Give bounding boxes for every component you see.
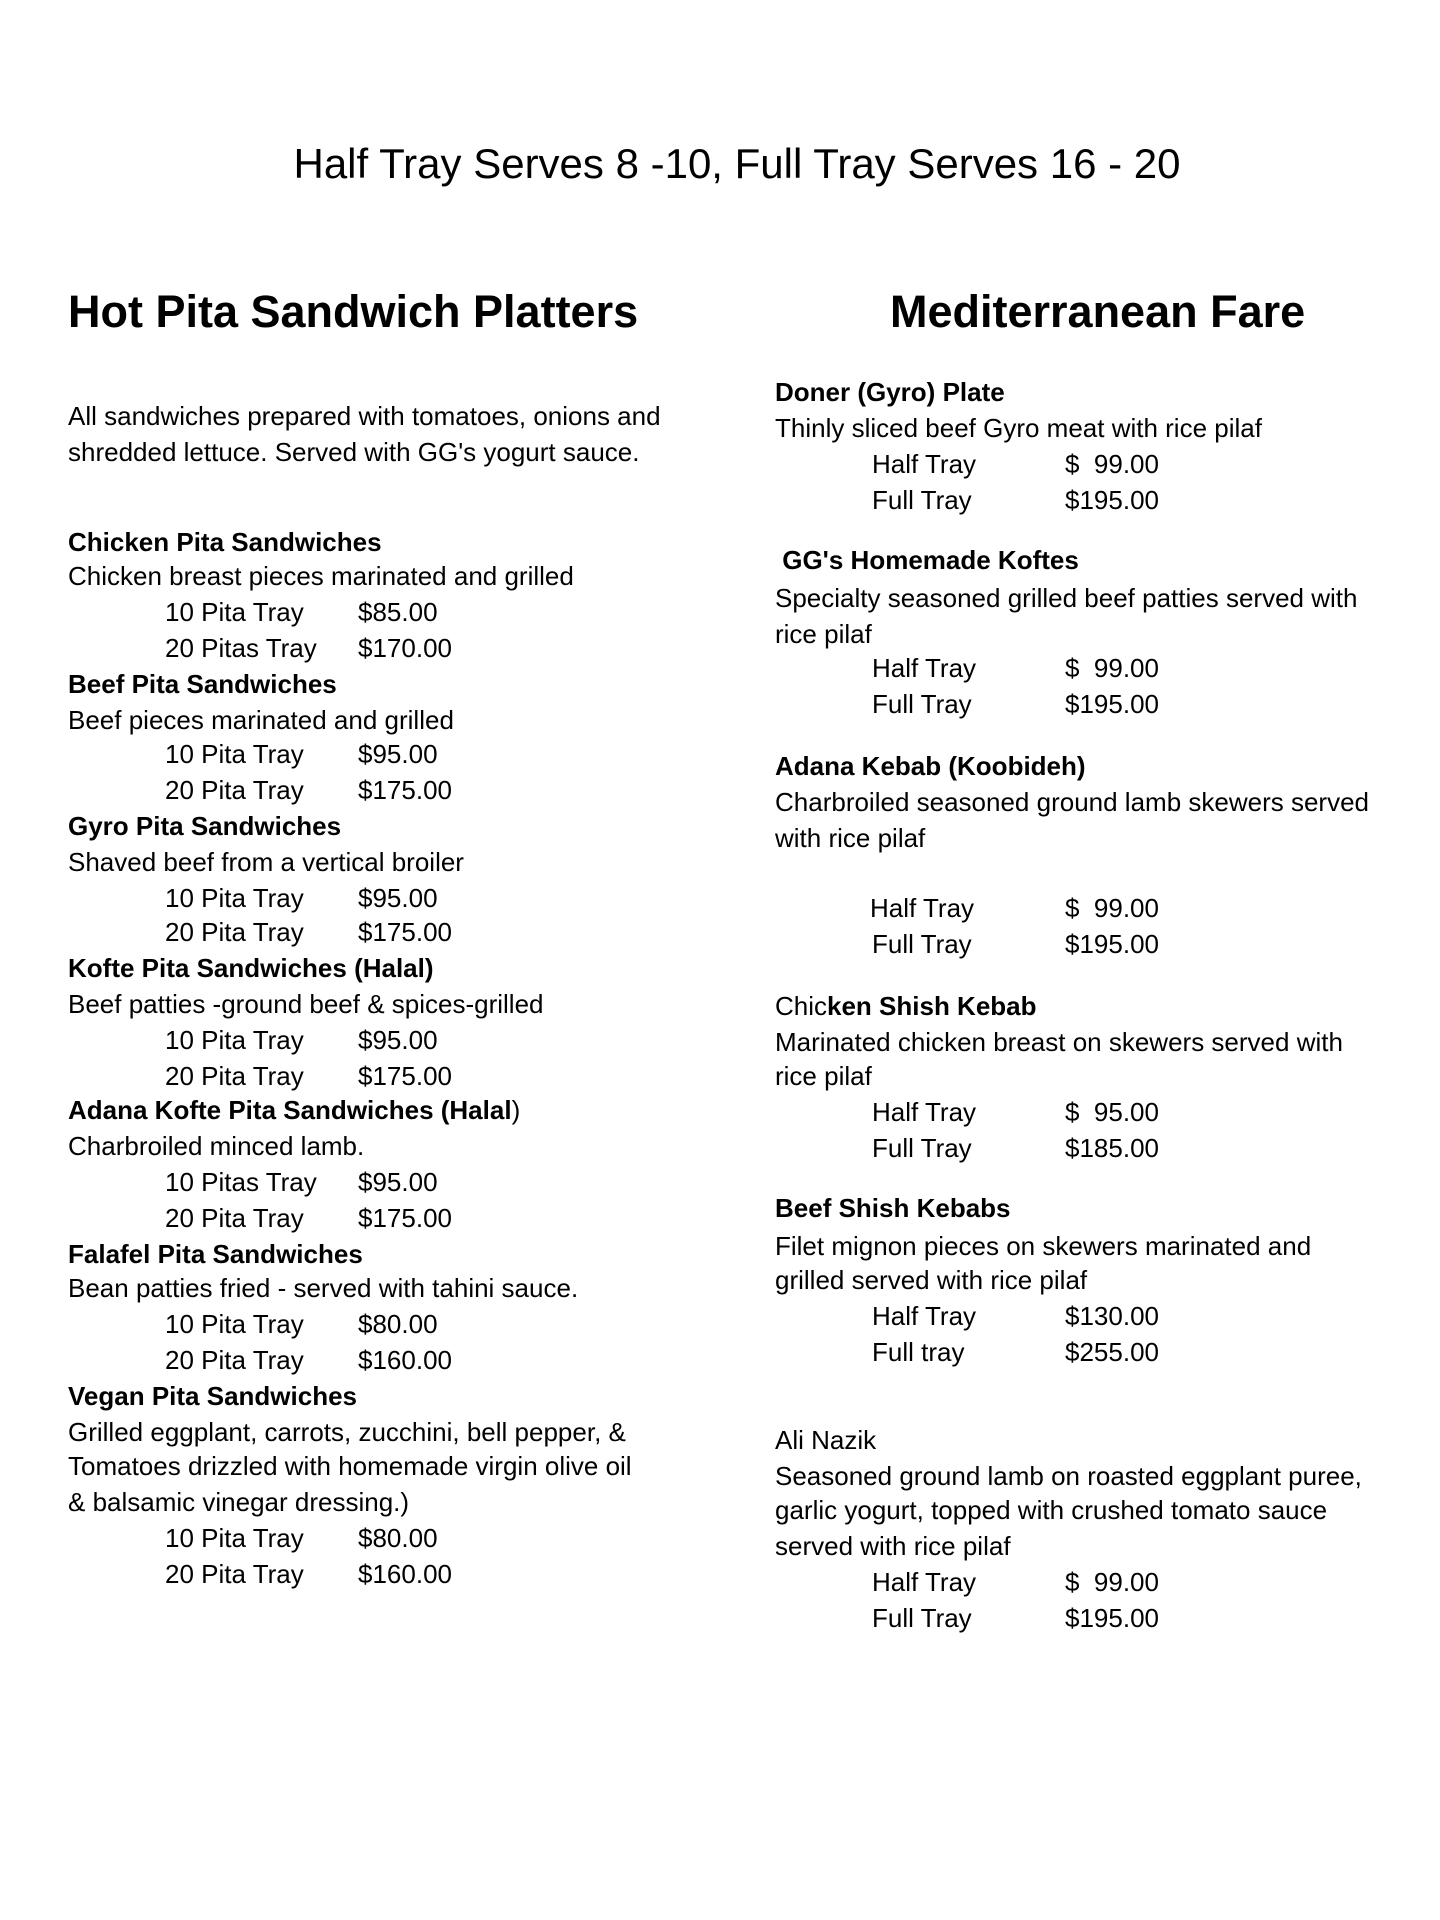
price-value: $195.00	[1065, 485, 1159, 515]
item-name-plain: Chic	[775, 991, 828, 1021]
item-description: Beef pieces marinated and grilled	[68, 705, 454, 735]
item-name: Adana Kebab (Koobideh)	[775, 751, 1086, 781]
price-value: $170.00	[358, 633, 452, 663]
item-name: Doner (Gyro) Plate	[775, 377, 1005, 407]
item-name: Gyro Pita Sandwiches	[68, 811, 342, 841]
item-description: Bean patties fried - served with tahini sauce.	[68, 1273, 579, 1303]
item-name: Vegan Pita Sandwiches	[68, 1381, 357, 1411]
price-label: 20 Pitas Tray	[165, 633, 317, 663]
item-description: rice pilaf	[775, 1061, 872, 1091]
price-value: $ 95.00	[1065, 1097, 1159, 1127]
item-description: with rice pilaf	[775, 823, 926, 853]
item-name: Kofte Pita Sandwiches (Halal)	[68, 953, 434, 983]
item-description: Chicken breast pieces marinated and grilled	[68, 561, 574, 591]
price-value: $195.00	[1065, 689, 1159, 719]
price-label: 20 Pita Tray	[165, 1345, 304, 1375]
item-name-bold: Adana Kofte Pita Sandwiches (Halal	[68, 1095, 512, 1125]
item-description: Specialty seasoned grilled beef patties served with	[775, 583, 1358, 613]
item-name: Beef Shish Kebabs	[775, 1193, 1011, 1223]
price-value: $175.00	[358, 1203, 452, 1233]
price-label: 20 Pita Tray	[165, 1061, 304, 1091]
price-value: $ 99.00	[1065, 893, 1159, 923]
price-label: Half Tray	[872, 653, 977, 683]
price-label: Half Tray	[872, 1301, 977, 1331]
item-description: Marinated chicken breast on skewers served with	[775, 1027, 1343, 1057]
price-label: Full Tray	[872, 1133, 972, 1163]
item-name	[68, 1092, 520, 1128]
price-label: Full Tray	[872, 1603, 972, 1633]
price-value: $80.00	[358, 1309, 438, 1339]
price-value: $ 99.00	[1065, 653, 1159, 683]
price-value: $175.00	[358, 1061, 452, 1091]
item-name: Ali Nazik	[775, 1425, 877, 1455]
price-label: 10 Pita Tray	[165, 739, 304, 769]
price-label: 10 Pita Tray	[165, 1523, 304, 1553]
price-value: $175.00	[358, 917, 452, 947]
price-value: $80.00	[358, 1523, 438, 1553]
item-description: Filet mignon pieces on skewers marinated and	[775, 1231, 1312, 1261]
item-description: Tomatoes drizzled with homemade virgin olive oil	[68, 1451, 632, 1481]
item-description: rice pilaf	[775, 619, 872, 649]
price-label: 10 Pitas Tray	[165, 1167, 317, 1197]
item-description: Grilled eggplant, carrots, zucchini, bell pepper, &	[68, 1417, 626, 1447]
right-column-heading: Mediterranean Fare	[890, 286, 1306, 337]
item-description: Shaved beef from a vertical broiler	[68, 847, 464, 877]
price-value: $175.00	[358, 775, 452, 805]
price-label: Half Tray	[872, 449, 977, 479]
item-name: Chicken Pita Sandwiches	[68, 527, 382, 557]
item-description: Seasoned ground lamb on roasted eggplant puree,	[775, 1461, 1362, 1491]
price-value: $ 99.00	[1065, 1567, 1159, 1597]
item-description: Thinly sliced beef Gyro meat with rice pilaf	[775, 413, 1262, 443]
price-label: 20 Pita Tray	[165, 1203, 304, 1233]
price-value: $195.00	[1065, 929, 1159, 959]
price-value: $95.00	[358, 1025, 438, 1055]
price-value: $95.00	[358, 883, 438, 913]
price-label: Half Tray	[872, 1567, 977, 1597]
price-value: $95.00	[358, 1167, 438, 1197]
price-label: Half Tray	[870, 893, 975, 923]
price-value: $195.00	[1065, 1603, 1159, 1633]
price-label: 10 Pita Tray	[165, 883, 304, 913]
price-value: $ 99.00	[1065, 449, 1159, 479]
item-name: GG's Homemade Koftes	[775, 545, 1079, 575]
price-label: Full Tray	[872, 689, 972, 719]
item-name: Falafel Pita Sandwiches	[68, 1239, 363, 1269]
price-label: 20 Pita Tray	[165, 917, 304, 947]
price-label: Half Tray	[872, 1097, 977, 1127]
price-value: $160.00	[358, 1559, 452, 1589]
price-label: 20 Pita Tray	[165, 775, 304, 805]
price-label: 20 Pita Tray	[165, 1559, 304, 1589]
item-description: Charbroiled seasoned ground lamb skewers served	[775, 787, 1369, 817]
item-description: & balsamic vinegar dressing.)	[68, 1487, 410, 1517]
price-label: 10 Pita Tray	[165, 1025, 304, 1055]
price-value: $185.00	[1065, 1133, 1159, 1163]
price-label: Full tray	[872, 1337, 965, 1367]
price-label: 10 Pita Tray	[165, 597, 304, 627]
item-description: served with rice pilaf	[775, 1531, 1011, 1561]
price-value: $85.00	[358, 597, 438, 627]
sandwich-intro-text: All sandwiches prepared with tomatoes, onions and shredded lettuce. Served with GG's yogurt sauce.	[68, 401, 661, 467]
item-name-bold: ken Shish Kebab	[827, 991, 1037, 1021]
item-description: grilled served with rice pilaf	[775, 1265, 1088, 1295]
price-label: 10 Pita Tray	[165, 1309, 304, 1339]
item-name-rest: )	[511, 1095, 521, 1125]
page-title: Half Tray Serves 8 -10, Full Tray Serves 16 - 20	[293, 140, 1181, 187]
price-label: Full Tray	[872, 929, 972, 959]
item-name: Beef Pita Sandwiches	[68, 669, 337, 699]
price-value: $130.00	[1065, 1301, 1159, 1331]
price-value: $255.00	[1065, 1337, 1159, 1367]
price-value: $95.00	[358, 739, 438, 769]
item-description: garlic yogurt, topped with crushed tomato sauce	[775, 1495, 1328, 1525]
price-value: $160.00	[358, 1345, 452, 1375]
item-description: Charbroiled minced lamb.	[68, 1131, 365, 1161]
item-name	[775, 988, 1037, 1024]
price-label: Full Tray	[872, 485, 972, 515]
left-column-heading: Hot Pita Sandwich Platters	[68, 286, 639, 337]
item-description: Beef patties -ground beef & spices-grilled	[68, 989, 544, 1019]
